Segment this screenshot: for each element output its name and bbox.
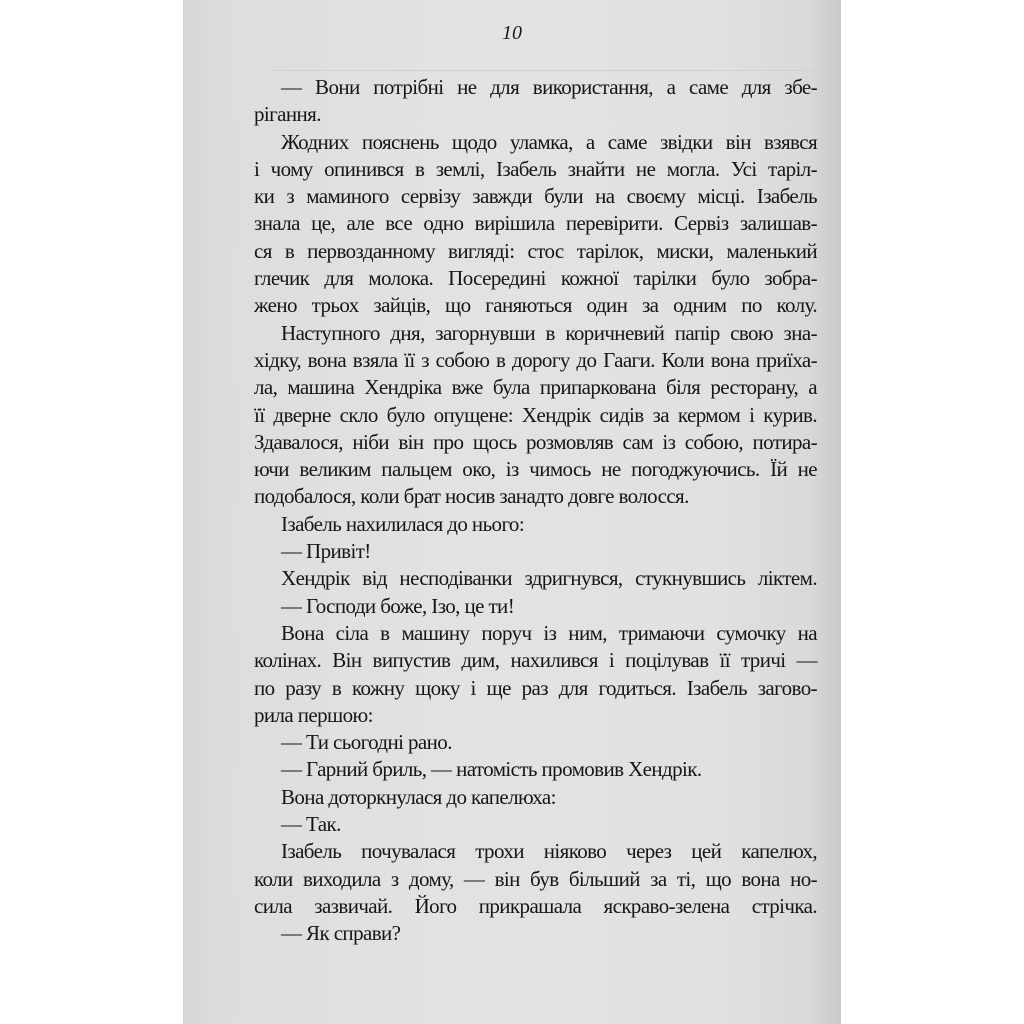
text-line: її дверне скло було опущене: Хендрік сидів за кермом і курив. [254, 402, 817, 427]
text-line: — Вони потрібні не для використання, а саме для збе- [281, 75, 817, 99]
text-line: подобалося, коли брат носив занадто довге волосся. [254, 484, 689, 509]
text-line: Вона доторкнулася до капелюха: [281, 784, 556, 809]
page-number: 10 [502, 22, 522, 44]
text-line: ла, машина Хендріка вже була припаркована біля ресторану, а [254, 375, 817, 400]
text-line: — Гарний бриль, — натомість промовив Хендрік. [281, 757, 702, 782]
text-line: і чому опинився в землі, Ізабель знайти не могла. Усі таріл- [254, 156, 817, 181]
text-line: Вона сіла в машину поруч із ним, тримаючи сумочку на [281, 620, 817, 645]
text-line: Хендрік від несподіванки здригнувся, стукнувшись ліктем. [281, 566, 817, 591]
text-line: — Господи боже, Ізо, це ти! [281, 593, 515, 618]
text-line: знала це, але все одно вирішила перевірити. Сервіз залишав- [254, 211, 817, 236]
book-page [183, 0, 841, 1024]
text-line: ся в первозданному вигляді: стос тарілок, миски, маленький [254, 238, 817, 263]
text-line: жено трьох зайців, що ганяються один за одним по колу. [254, 293, 817, 318]
text-line: сила зазвичай. Його прикрашала яскраво-зелена стрічка. [254, 893, 817, 918]
text-line: Наступного дня, загорнувши в коричневий папір свою зна- [281, 320, 817, 345]
text-line: ки з маминого сервізу завжди були на своєму місці. Ізабель [254, 184, 817, 209]
text-line: Жодних пояснень щодо уламка, а саме звідки він взявся [281, 129, 817, 154]
text-line: хідку, вона взяла її з собою в дорогу до Гааги. Коли вона приїха- [254, 347, 817, 372]
text-line: — Привіт! [281, 539, 371, 564]
text-line: по разу в кожну щоку і ще раз для годиться. Ізабель загово- [254, 675, 817, 700]
text-line: рила першою: [254, 702, 373, 727]
text-line: ючи великим пальцем око, із чимось не погоджуючись. Їй не [254, 457, 817, 482]
text-line: — Як справи? [281, 921, 401, 946]
header-rule [271, 70, 837, 71]
text-line: — Так. [281, 812, 341, 837]
text-line: рігання. [254, 102, 321, 127]
text-line: — Ти сьогодні рано. [281, 730, 452, 755]
text-line: Здавалося, ніби він про щось розмовляв сам із собою, потира- [254, 429, 817, 454]
text-line: Ізабель нахилилася до нього: [281, 511, 525, 536]
text-line: колінах. Він випустив дим, нахилився і поцілував її тричі — [254, 648, 817, 673]
body-text [254, 74, 817, 948]
text-line: коли виходила з дому, — він був більший за ті, що вона но- [254, 866, 817, 891]
text-line: глечик для молока. Посередині кожної тарілки було зобра- [254, 266, 817, 291]
text-line: Ізабель почувалася трохи ніяково через цей капелюх, [281, 839, 817, 864]
